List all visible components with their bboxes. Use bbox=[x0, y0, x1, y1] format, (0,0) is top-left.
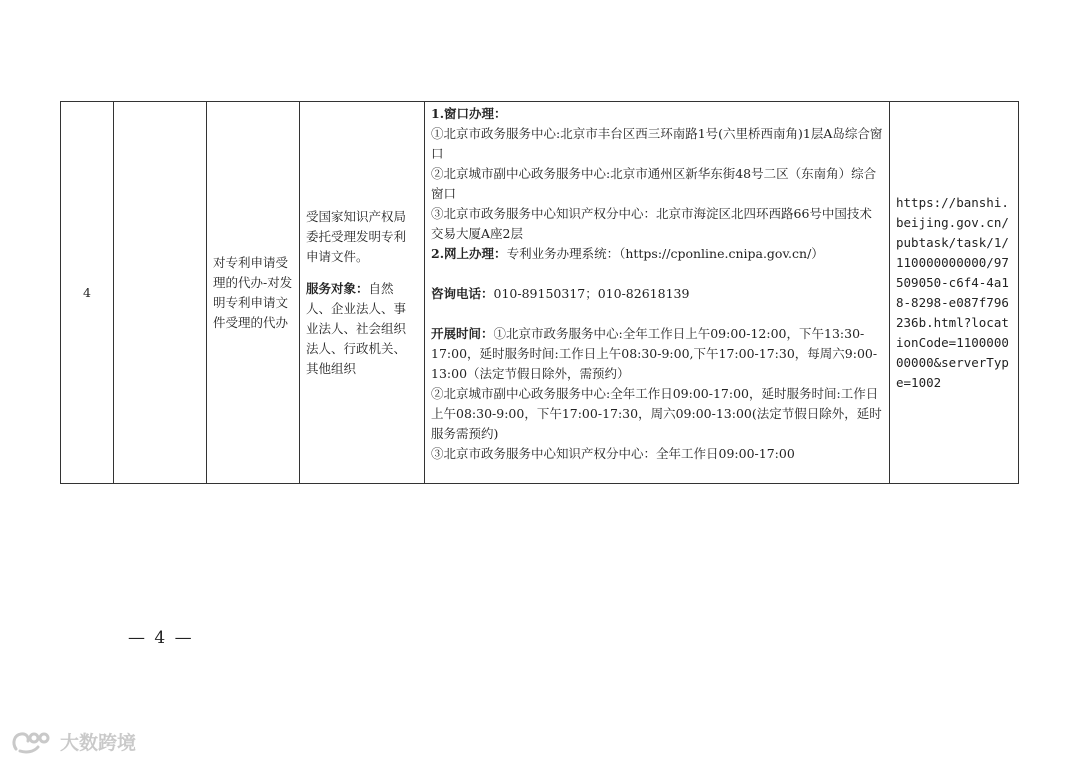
online-label: 2.网上办理： bbox=[431, 246, 507, 261]
phone-label: 咨询电话： bbox=[431, 286, 494, 301]
empty-cell bbox=[114, 102, 207, 484]
basis-text: 受国家知识产权局委托受理发明专利申请文件。 bbox=[306, 208, 407, 264]
service-target bbox=[306, 279, 418, 379]
window-title: 1.窗口办理： bbox=[431, 106, 507, 121]
hours-item-1: ①北京市政务服务中心:全年工作日上午09:00-12:00，下午13:30-17:00，延时服务时间:工作日上午08:30-9:00,下午17:00-17:30，每周六9:00-13:00（法定节假日除外，需预约） bbox=[431, 326, 878, 381]
service-target-text: 自然人、企业法人、事业法人、社会组织法人、行政机关、其他组织 bbox=[306, 280, 407, 376]
window-item-1: ①北京市政务服务中心:北京市丰台区西三环南路1号(六里桥西南角)1层A岛综合窗口 bbox=[431, 126, 883, 161]
online-line bbox=[431, 244, 883, 264]
watermark-text: 大数跨境 bbox=[60, 732, 137, 754]
item-name: 对专利申请受理的代办-对发明专利申请文件受理的代办 bbox=[207, 102, 300, 484]
row-number: 4 bbox=[61, 102, 114, 484]
online-text[interactable]: 专利业务办理系统：（https://cponline.cnipa.gov.cn/） bbox=[506, 246, 824, 261]
window-item-2: ②北京城市副中心政务服务中心:北京市通州区新华东街48号二区（东南角）综合窗口 bbox=[431, 166, 877, 201]
hours-item-3: ③北京市政务服务中心知识产权分中心：全年工作日09:00-17:00 bbox=[431, 446, 795, 461]
watermark bbox=[10, 728, 136, 755]
url-cell[interactable]: https://banshi.beijing.gov.cn/pubtask/task/1/110000000000/97509050-c6f4-4a18-8298-e087f796236b.html?locationCode=110000000000&serverType=1002 bbox=[890, 102, 1019, 484]
page-number: — 4 — bbox=[128, 628, 194, 648]
table-row bbox=[61, 102, 1019, 484]
basis-cell bbox=[300, 102, 425, 484]
service-target-label: 服务对象： bbox=[306, 280, 369, 296]
hours-line bbox=[431, 324, 883, 384]
service-table bbox=[60, 101, 1019, 484]
hours-label: 开展时间： bbox=[431, 326, 494, 341]
logo-icon bbox=[10, 729, 54, 755]
phone-text: 010-89150317；010-82618139 bbox=[493, 286, 690, 301]
detail-cell bbox=[425, 102, 890, 484]
window-item-3: ③北京市政务服务中心知识产权分中心：北京市海淀区北四环西路66号中国技术交易大厦A座2层 bbox=[431, 206, 872, 241]
phone-line bbox=[431, 284, 883, 304]
hours-item-2: ②北京城市副中心政务服务中心:全年工作日09:00-17:00，延时服务时间:工作日上午08:30-9:00，下午17:00-17:30，周六09:00-13:00(法定节假日除外，延时服务需预约) bbox=[431, 386, 882, 441]
